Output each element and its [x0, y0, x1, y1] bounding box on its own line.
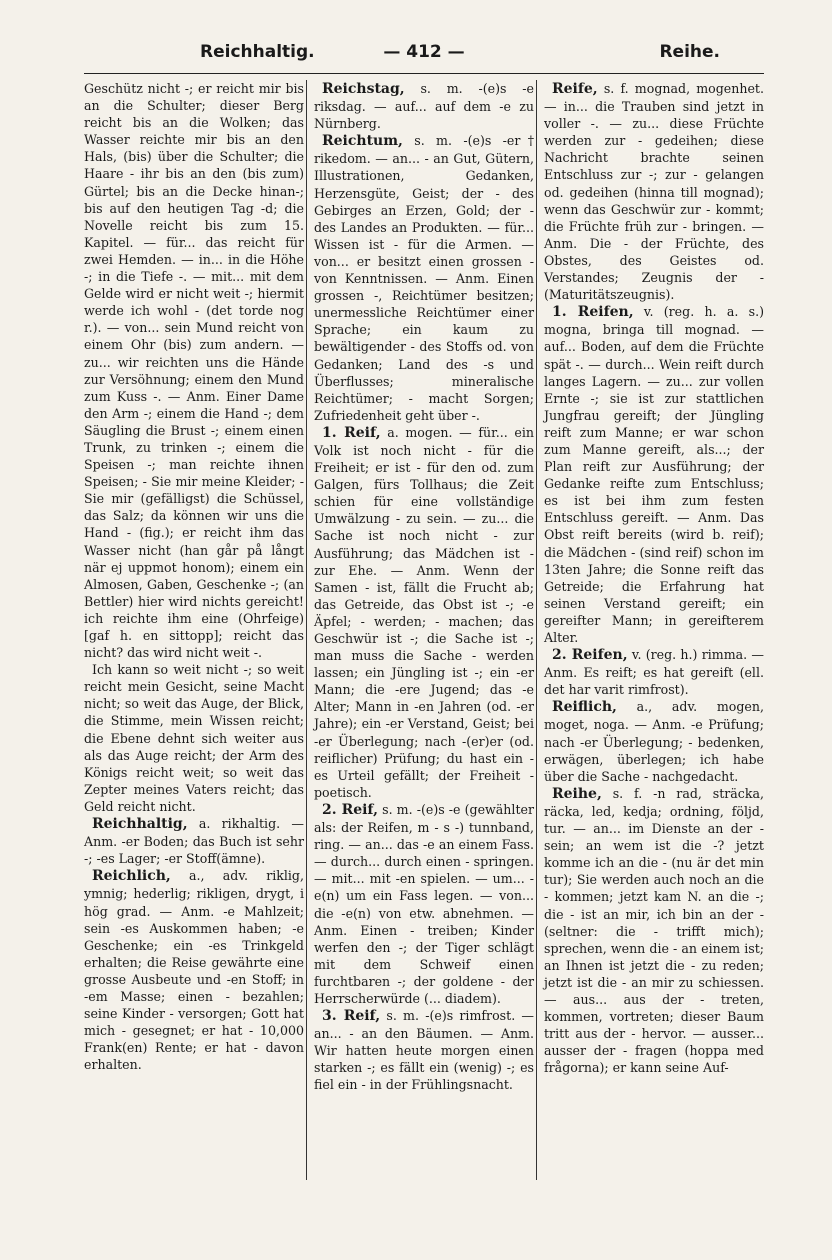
entry-reife: [544, 80, 764, 303]
entry-body: a., adv. riklig, ymnig; hederlig; rikligen, drygt, i hög grad. — Anm. -e Mahlzeit; sein -es Auskommen haben; -e Geschenke; ein -es Trinkgeld erhalten; die Reise gewährte eine grosse Ausbeute und -en Stoff; in -em Masse; einen - bezahlen; seine Kinder - versorgen; Gott hat mich - gesegnet; er hat - 10,000 Frank(en) Rente; er hat - davon erhalten.: [84, 868, 304, 1073]
entry-body: s. f. mognad, mogenhet. — in... die Trauben sind jetzt in voller -. — zu... diese Früchte werden zur - gedeihen; diese Nachricht brachte seinen Entschluss zur -; zur - gelangen od. gedeihen (hinna till mognad); wenn das Geschwür zur - kommt; die Früchte früh zur - bringen. — Anm. Die - der Früchte, des Obstes, des Geistes od. Verstandes; Zeugnis der - (Maturitätszeugnis).: [544, 81, 764, 303]
entry-body: s. m. -(e)s -er† rikedom. — an... - an Gut, Gütern, Illustrationen, Gedanken, Herzensgüte, Geist; der - des Gebirges an Erzen, Gold; der - des Landes an Produkten. — für... Wissen ist - für die Armen. — von... er besitzt einen grossen - von Kenntnissen. — Anm. Einen grossen -, Reichtümer besitzen; unermessliche Reichtümer einer Sprache; ein kaum zu bewältigender - des Stoffs od. von Gedanken; Land des -s und Überflusses; mineralische Reichtümer; - macht Sorgen; Zufriedenheit geht über -.: [314, 133, 534, 423]
reichen-paragraph-2: Ich kann so weit nicht -; so weit reicht mein Gesicht, seine Macht nicht; so weit das Auge, der Blick, die Stimme, mein Wissen reicht; die Ebene dehnt sich weiter aus als das Auge reicht; der Arm des Königs reicht weit; so weit das Zepter meines Vaters reicht; das Geld reicht nicht.: [84, 662, 304, 814]
headword: Reichlich,: [92, 868, 171, 885]
headword: 1. Reifen,: [552, 304, 634, 321]
entry-reichstag: [314, 80, 534, 132]
headword: Reiflich,: [552, 699, 617, 716]
entry-body: a. mogen. — für... ein Volk ist noch nicht - für die Freiheit; er ist - für den od. zum Galgen, fürs Tollhaus; die Zeit schien für eine vollständige Umwälzung - zu sein. — zu... die Sache ist noch nicht - zur Ausführung; das Mädchen ist - zur Ehe. — Anm. Wenn der Samen - ist, fällt die Frucht ab; das Getreide, das Obst ist -; -e Äpfel; - werden; - machen; das Geschwür ist -; die Sache ist -; man muss die Sache - werden lassen; ein Jüngling ist -; ein -er Mann; die -ere Jugend; das -e Alter; Mann in -en Jahren (od. -er Jahre); ein -er Verstand, Geist; bei -er Überlegung; nach -(er)er (od. reiflicher) Prüfung; du hast ein -es Urteil gefällt; der Freiheit - poetisch.: [314, 424, 534, 800]
header-right-catchword: Reihe.: [659, 42, 720, 62]
entry-reif-2: [314, 801, 534, 1007]
headword: 2. Reifen,: [552, 647, 628, 664]
headword: Reihe,: [552, 785, 602, 802]
entry-reifen-2: [544, 646, 764, 698]
entry-reifen-1: [544, 303, 764, 646]
entry-reif-1: [314, 424, 534, 801]
header-left-catchword: Reichhaltig.: [200, 42, 315, 62]
entry-reiflich: [544, 698, 764, 784]
headword: 1. Reif,: [322, 424, 381, 441]
entry-body: v. (reg. h. a. s.) mogna, bringa till mognad. — auf... Boden, auf dem die Früchte spät -. — durch... Wein reift durch langes Lagern. — zu... zur vollen Ernte -; sie ist zur stattlichen Jungfrau gereift; der Jüngling reift zum Manne; er war schon zum Manne gereift, als...; der Plan reift zur Ausführung; der Gedanke reifte zum Entschluss; es ist bei ihm zum festen Entschluss gereift. — Anm. Das Obst reift bereits (wird b. reif); die Mädchen - (sind reif) schon im 13ten Jahre; die Sonne reift das Getreide; die Erfahrung hat seinen Verstand gereift; ein gereifter Mann; in gereifterem Alter.: [544, 304, 764, 645]
header-rule: [84, 73, 764, 74]
headword: Reichtum,: [322, 133, 403, 150]
entry-body: s. m. -(e)s -e riksdag. — auf... auf dem -e zu Nürnberg.: [314, 81, 534, 132]
entry-body: a., adv. mogen, moget, noga. — Anm. -e Prüfung; nach -er Überlegung; - bedenken, erwägen, überlegen; ich habe über die Sache - nachgedacht.: [544, 699, 764, 784]
entry-body: s. m. -(e)s rimfrost. — an... - an den Bäumen. — Anm. Wir hatten heute morgen einen starken -; es fällt ein (wenig) -; es fiel ein - in der Frühlingsnacht.: [314, 1008, 534, 1093]
entry-body: a. rikhaltig. — Anm. -er Boden; das Buch ist sehr -; -es Lager; -er Stoff(ämne).: [84, 816, 304, 867]
headword: Reife,: [552, 81, 598, 97]
column-3: [544, 80, 764, 1230]
reichen-continuation: Geschütz nicht -; er reicht mir bis an die Schulter; dieser Berg reicht bis an die Wolken; das Wasser reichte mir bis an den Hals, (bis) über die Schulter; die Haare - ihr bis an den (bis zum) Gürtel; bis an die Decke hinan-; bis auf den heutigen Tag -d; die Novelle reicht bis zum 15. Kapitel. — für... das reicht für zwei Hemden. — in... in die Höhe -; in die Tiefe -. — mit... mit dem Gelde wird er nicht weit -; hiermit werde ich wohl - (det torde nog r.). — von... sein Mund reicht von einem Ohr (bis) zum andern. — zu... wir reichten uns die Hände zur Versöhnung; einem den Mund zum Kuss -. — Anm. Einer Dame den Arm -; einem die Hand -; dem Säugling die Brust -; einem einen Trunk, zu trinken -; einem die Speisen -; man reichte ihnen Speisen; - Sie mir meine Kleider; - Sie mir (gefälligst) die Schüssel, das Salz; da können wir uns die Hand - (fig.); er reicht ihm das Wasser nicht (han går på långt när ej uppmot honom); einem ein Almosen, Gaben, Geschenke -; (an Bettler) hier wird nichts gereicht! ich reichte ihm eine (Ohrfeige) [gaf h. en sittopp]; reicht das nicht? das wird nicht weit -.: [84, 81, 304, 661]
page-number: — 412 —: [383, 42, 465, 62]
entry-reif-3: [314, 1007, 534, 1093]
headword: Reichhaltig,: [92, 816, 188, 833]
entry-reichhaltig: [84, 815, 304, 867]
entry-reichtum: [314, 132, 534, 424]
column-2: [314, 80, 534, 1230]
page-header: [84, 42, 764, 72]
entry-reichlich: [84, 867, 304, 1073]
entry-reihe: [544, 785, 764, 1077]
column-divider-1: [306, 80, 307, 1180]
headword: Reichstag,: [322, 81, 405, 97]
entry-body: v. (reg. h.) rimma. — Anm. Es reift; es hat gereift (ell. det har varit rimfrost).: [544, 647, 765, 698]
headword: 2. Reif,: [322, 801, 379, 818]
headword: 3. Reif,: [322, 1008, 381, 1025]
entry-body: s. f. -n rad, sträcka, räcka, led, kedja; ordning, följd, tur. — an... im Dienste an der - sein; an wem ist die -? jetzt komme ich an die - (nu är det min tur); Sie werden auch noch an die - kommen; jetzt kam N. an die -; die - ist an mir, ich bin an der - (seltner: die - trifft mich); sprechen, wenn die - an einem ist; an Ihnen ist jetzt die - zu reden; jetzt ist die - an mir zu schiessen. — aus... aus der - treten, kommen, vortreten; dieser Baum tritt aus der - hervor. — ausser... ausser der - fragen (hoppa med frågorna); er kann seine Auf-: [544, 785, 764, 1076]
column-1: [84, 80, 304, 1230]
entry-body: s. m. -(e)s -e (gewählter als: der Reifen, m - s -) tunnband, ring. — an... das -e an einem Fass. — durch... durch einen - springen. — mit... mit -en spielen. — um... -e(n) um ein Fass legen. — von... die -e(n) von etw. abnehmen. — Anm. Einen - treiben; Kinder werfen den -; der Tiger schlägt mit dem Schweif einen furchtbaren -; der goldene - der Herrscherwürde (... diadem).: [314, 801, 534, 1006]
column-divider-2: [536, 80, 537, 1180]
